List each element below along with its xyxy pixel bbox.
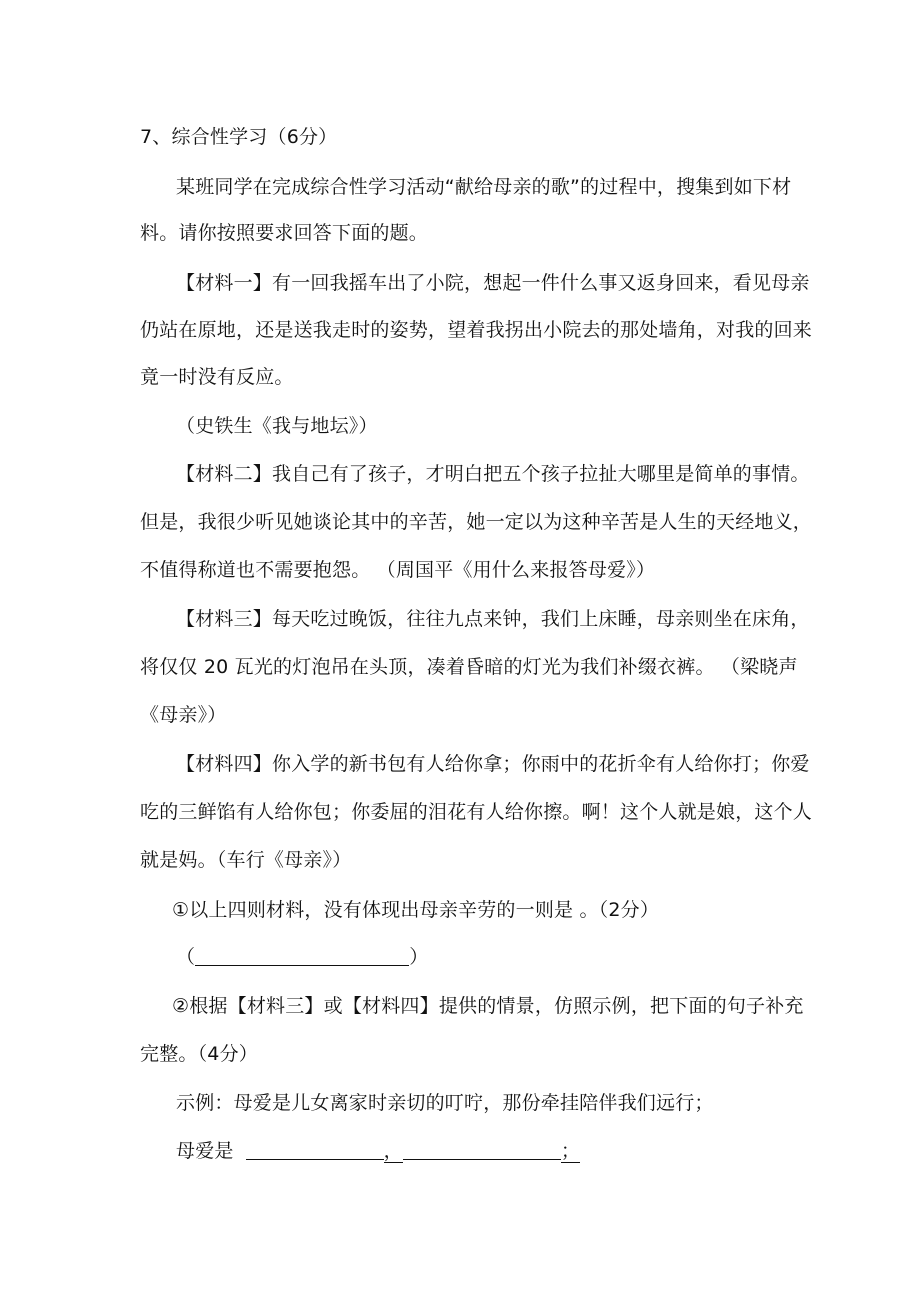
task-1-answer-blank[interactable]: [195, 947, 409, 966]
material-1-line-2: 仍站在原地，还是送我走时的姿势，望着我拐出小院去的那处墙角，对我的回来: [140, 319, 813, 341]
task-2-answer-blank-2[interactable]: [403, 1141, 561, 1160]
material-2-line-2: 但是，我很少听见她谈论其中的辛苦，她一定以为这种辛苦是人生的天经地义，: [140, 511, 813, 533]
question-title: 7、综合性学习（6分）: [140, 126, 338, 148]
task-1-answer-line: [176, 945, 428, 969]
task-2-line-1: ②根据【材料三】或【材料四】提供的情景，仿照示例，把下面的句子补充: [172, 995, 804, 1017]
task-2-line-2: 完整。（4分）: [140, 1043, 258, 1065]
material-4-line-3: 就是妈。（车行《母亲》）: [140, 849, 352, 871]
material-1-line-1: 【材料一】有一回我摇车出了小院，想起一件什么事又返身回来，看见母亲: [176, 272, 810, 294]
material-1-line-3: 竟一时没有反应。: [140, 366, 294, 388]
material-3-line-3: 《母亲》）: [140, 704, 227, 726]
task-2-answer-semicolon: ；: [560, 1140, 581, 1162]
task-1-close-paren: ）: [409, 946, 429, 968]
material-4-line-2: 吃的三鲜馅有人给你包；你委屈的泪花有人给你擦。啊！这个人就是娘，这个人: [140, 801, 813, 823]
material-3-line-1: 【材料三】每天吃过晚饭，往往九点来钟，我们上床睡，母亲则坐在床角，: [176, 608, 810, 630]
material-2-line-1: 【材料二】我自己有了孩子，才明白把五个孩子拉扯大哪里是简单的事情。: [176, 463, 810, 485]
material-2-line-3: 不值得称道也不需要抱怨。 （周国平《用什么来报答母爱》）: [140, 559, 656, 581]
intro-line-1: 某班同学在完成综合性学习活动“献给母亲的歌”的过程中，搜集到如下材: [176, 176, 792, 198]
task-2-answer-line: [176, 1139, 580, 1163]
task-2-answer-prefix: 母爱是: [176, 1140, 234, 1162]
material-3-line-2: 将仅仅 20 瓦光的灯泡吊在头顶，凑着昏暗的灯光为我们补缀衣裤。 （梁晓声: [140, 656, 798, 678]
task-1-open-paren: （: [176, 946, 196, 968]
material-1-source: （史铁生《我与地坛》）: [176, 415, 378, 437]
material-4-line-1: 【材料四】你入学的新书包有人给你拿；你雨中的花折伞有人给你打；你爱: [176, 753, 810, 775]
task-2-answer-comma: ，: [383, 1140, 403, 1162]
task-2-example: 示例：母爱是儿女离家时亲切的叮咛，那份牵挂陪伴我们远行；: [176, 1092, 714, 1114]
intro-line-2: 料。请你按照要求回答下面的题。: [140, 222, 429, 244]
task-2-answer-blank-1[interactable]: [246, 1141, 384, 1160]
task-1-question: ①以上四则材料，没有体现出母亲辛劳的一则是 。（2分）: [172, 899, 660, 921]
